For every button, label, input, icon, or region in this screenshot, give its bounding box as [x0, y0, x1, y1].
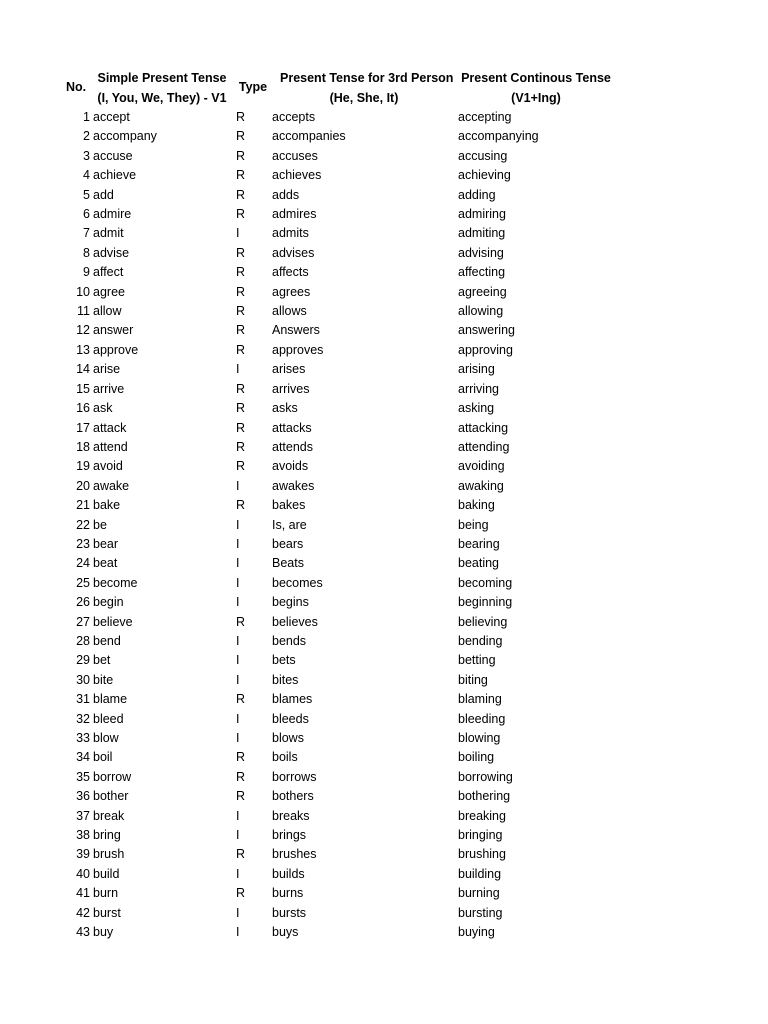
cell-continuous: brushing: [458, 847, 506, 862]
cell-third-person: bets: [272, 653, 296, 668]
cell-type: I: [236, 362, 240, 377]
cell-continuous: bringing: [458, 828, 503, 843]
cell-number: 1: [83, 110, 90, 124]
table-row: [0, 147, 768, 166]
cell-continuous: accompanying: [458, 129, 539, 144]
cell-continuous: bursting: [458, 905, 503, 920]
cell-number: 42: [76, 905, 90, 920]
cell-number: 18: [76, 439, 90, 454]
table-row: [0, 477, 768, 496]
cell-third-person: bursts: [272, 905, 307, 920]
table-row: [0, 516, 768, 535]
cell-number: 4: [83, 168, 90, 183]
cell-continuous: affecting: [458, 265, 506, 280]
cell-type: I: [236, 672, 240, 687]
cell-third-person: blames: [272, 692, 313, 707]
cell-simple-present: believe: [93, 614, 133, 629]
table-row: [0, 865, 768, 884]
cell-type: R: [236, 304, 246, 319]
cell-number: 25: [76, 575, 90, 590]
cell-continuous: adding: [458, 187, 496, 202]
cell-simple-present: be: [93, 517, 107, 532]
cell-type: R: [236, 168, 246, 183]
cell-continuous: bleeding: [458, 711, 506, 726]
cell-continuous: avoiding: [458, 459, 505, 474]
cell-number: 39: [76, 847, 90, 862]
cell-simple-present: agree: [93, 284, 125, 299]
cell-continuous: bending: [458, 633, 503, 648]
cell-type: R: [236, 129, 246, 144]
table-row: [0, 884, 768, 903]
table-row: [0, 380, 768, 399]
cell-third-person: attends: [272, 439, 314, 454]
table-row: [0, 554, 768, 573]
cell-third-person: avoids: [272, 459, 309, 474]
cell-third-person: admits: [272, 226, 309, 241]
table-row: [0, 108, 768, 127]
cell-third-person: brushes: [272, 847, 317, 862]
cell-type: I: [236, 575, 240, 590]
header-continuous-line2: (V1+Ing): [511, 91, 561, 105]
table-row: [0, 787, 768, 806]
cell-third-person: arises: [272, 362, 306, 377]
cell-simple-present: arise: [93, 362, 121, 377]
cell-third-person: burns: [272, 886, 304, 901]
cell-continuous: betting: [458, 653, 496, 668]
cell-simple-present: blow: [93, 731, 119, 745]
cell-continuous: breaking: [458, 808, 506, 823]
cell-number: 28: [76, 633, 90, 648]
cell-third-person: borrows: [272, 769, 317, 784]
cell-continuous: arising: [458, 362, 495, 377]
cell-type: I: [236, 731, 240, 745]
cell-third-person: arrives: [272, 381, 310, 396]
cell-type: I: [236, 828, 240, 843]
cell-number: 40: [76, 866, 90, 881]
cell-third-person: begins: [272, 595, 309, 610]
cell-simple-present: accept: [93, 110, 130, 124]
cell-continuous: advising: [458, 245, 504, 260]
cell-third-person: admires: [272, 207, 317, 222]
header-simple-present-line1: Simple Present Tense: [97, 71, 227, 85]
cell-third-person: Is, are: [272, 517, 307, 532]
cell-number: 8: [83, 245, 90, 260]
cell-continuous: accepting: [458, 110, 512, 124]
cell-continuous: baking: [458, 498, 495, 513]
cell-type: R: [236, 284, 246, 299]
table-body: [0, 108, 768, 942]
header-continuous: [460, 68, 612, 108]
cell-type: R: [236, 769, 246, 784]
cell-continuous: accusing: [458, 148, 508, 163]
cell-third-person: awakes: [272, 478, 315, 493]
header-continuous-line1: Present Continous Tense: [461, 71, 611, 85]
cell-type: R: [236, 614, 246, 629]
header-type: Type: [238, 80, 268, 94]
cell-third-person: attacks: [272, 420, 312, 435]
cell-third-person: buys: [272, 925, 299, 940]
cell-third-person: bites: [272, 672, 299, 687]
cell-simple-present: admit: [93, 226, 124, 241]
cell-continuous: blaming: [458, 692, 502, 707]
cell-type: R: [236, 847, 246, 862]
cell-third-person: advises: [272, 245, 315, 260]
cell-number: 37: [76, 808, 90, 823]
cell-number: 5: [83, 187, 90, 202]
table-row: [0, 729, 768, 748]
cell-simple-present: accuse: [93, 148, 133, 163]
cell-third-person: bends: [272, 633, 307, 648]
table-row: [0, 574, 768, 593]
cell-number: 14: [76, 362, 90, 377]
table-row: [0, 710, 768, 729]
cell-simple-present: accompany: [93, 129, 157, 144]
cell-simple-present: become: [93, 575, 138, 590]
table-row: [0, 186, 768, 205]
cell-continuous: attending: [458, 439, 510, 454]
table-row: [0, 690, 768, 709]
cell-third-person: allows: [272, 304, 307, 319]
table-row: [0, 748, 768, 767]
table-row: [0, 419, 768, 438]
cell-number: 43: [76, 925, 90, 940]
cell-continuous: approving: [458, 342, 513, 357]
header-third-person-line1: Present Tense for 3rd Person: [280, 71, 454, 85]
cell-simple-present: awake: [93, 478, 130, 493]
table-row: [0, 593, 768, 612]
cell-simple-present: bleed: [93, 711, 124, 726]
cell-type: R: [236, 886, 246, 901]
cell-number: 16: [76, 401, 90, 416]
table-row: [0, 341, 768, 360]
cell-number: 2: [83, 129, 90, 144]
cell-third-person: Answers: [272, 323, 320, 338]
table-row: [0, 166, 768, 185]
cell-simple-present: admire: [93, 207, 132, 222]
cell-type: R: [236, 692, 246, 707]
table-row: [0, 244, 768, 263]
cell-simple-present: add: [93, 187, 114, 202]
cell-number: 12: [76, 323, 90, 338]
cell-simple-present: bet: [93, 653, 111, 668]
table-row: [0, 263, 768, 282]
cell-type: I: [236, 517, 240, 532]
table-row: [0, 904, 768, 923]
cell-type: R: [236, 439, 246, 454]
cell-third-person: becomes: [272, 575, 323, 590]
cell-type: I: [236, 711, 240, 726]
cell-number: 3: [83, 148, 90, 163]
cell-type: I: [236, 866, 240, 881]
cell-simple-present: affect: [93, 265, 124, 280]
cell-simple-present: bake: [93, 498, 121, 513]
cell-type: I: [236, 925, 240, 940]
table-row: [0, 438, 768, 457]
cell-number: 22: [76, 517, 90, 532]
cell-third-person: bleeds: [272, 711, 309, 726]
cell-third-person: affects: [272, 265, 309, 280]
cell-third-person: blows: [272, 731, 304, 745]
cell-third-person: accepts: [272, 110, 316, 124]
cell-simple-present: bring: [93, 828, 121, 843]
cell-number: 26: [76, 595, 90, 610]
cell-type: I: [236, 536, 240, 551]
cell-number: 27: [76, 614, 90, 629]
cell-number: 30: [76, 672, 90, 687]
table-row: [0, 224, 768, 243]
cell-simple-present: answer: [93, 323, 134, 338]
cell-continuous: allowing: [458, 304, 504, 319]
cell-number: 24: [76, 556, 90, 571]
cell-number: 20: [76, 478, 90, 493]
table-row: [0, 535, 768, 554]
cell-number: 41: [76, 886, 90, 901]
cell-continuous: buying: [458, 925, 495, 940]
table-row: [0, 807, 768, 826]
cell-simple-present: arrive: [93, 381, 125, 396]
table-row: [0, 671, 768, 690]
header-third-person-line2: (He, She, It): [329, 91, 399, 105]
table-row: [0, 845, 768, 864]
cell-simple-present: begin: [93, 595, 124, 610]
cell-continuous: agreeing: [458, 284, 507, 299]
cell-continuous: boiling: [458, 750, 495, 765]
cell-third-person: builds: [272, 866, 305, 881]
cell-type: I: [236, 653, 240, 668]
cell-number: 6: [83, 207, 90, 222]
cell-number: 23: [76, 536, 90, 551]
table-row: [0, 923, 768, 942]
cell-type: R: [236, 245, 246, 260]
table-row: [0, 127, 768, 146]
cell-simple-present: bear: [93, 536, 119, 551]
cell-type: R: [236, 187, 246, 202]
cell-type: R: [236, 401, 246, 416]
cell-simple-present: allow: [93, 304, 122, 319]
cell-third-person: bears: [272, 536, 304, 551]
cell-type: I: [236, 595, 240, 610]
cell-type: R: [236, 342, 246, 357]
cell-type: I: [236, 808, 240, 823]
cell-type: R: [236, 148, 246, 163]
cell-simple-present: buy: [93, 925, 114, 940]
cell-continuous: biting: [458, 672, 488, 687]
cell-number: 13: [76, 342, 90, 357]
cell-continuous: achieving: [458, 168, 511, 183]
cell-simple-present: bend: [93, 633, 121, 648]
cell-continuous: admiring: [458, 207, 506, 222]
cell-simple-present: beat: [93, 556, 118, 571]
cell-third-person: boils: [272, 750, 298, 765]
table-row: [0, 457, 768, 476]
cell-continuous: bearing: [458, 536, 500, 551]
cell-continuous: asking: [458, 401, 495, 416]
cell-simple-present: attend: [93, 439, 128, 454]
cell-type: R: [236, 789, 246, 804]
cell-third-person: believes: [272, 614, 318, 629]
cell-type: I: [236, 633, 240, 648]
cell-continuous: arriving: [458, 381, 499, 396]
cell-type: R: [236, 323, 246, 338]
cell-type: R: [236, 207, 246, 222]
cell-type: R: [236, 110, 246, 124]
cell-continuous: building: [458, 866, 502, 881]
table-row: [0, 321, 768, 340]
cell-simple-present: achieve: [93, 168, 137, 183]
cell-simple-present: boil: [93, 750, 113, 765]
cell-number: 33: [76, 731, 90, 745]
cell-type: R: [236, 750, 246, 765]
table-row: [0, 302, 768, 321]
table-row: [0, 283, 768, 302]
header-third-person: [280, 68, 454, 108]
cell-number: 19: [76, 459, 90, 474]
cell-type: R: [236, 498, 246, 513]
cell-simple-present: attack: [93, 420, 127, 435]
table-row: [0, 826, 768, 845]
cell-number: 31: [76, 692, 90, 707]
cell-continuous: bothering: [458, 789, 511, 804]
table-row: [0, 205, 768, 224]
cell-simple-present: break: [93, 808, 125, 823]
cell-simple-present: bite: [93, 672, 114, 687]
cell-simple-present: blame: [93, 692, 128, 707]
cell-third-person: approves: [272, 342, 324, 357]
cell-number: 35: [76, 769, 90, 784]
header-simple-present-line2: (I, You, We, They) - V1: [97, 91, 227, 105]
cell-continuous: borrowing: [458, 769, 513, 784]
cell-third-person: adds: [272, 187, 300, 202]
cell-third-person: brings: [272, 828, 307, 843]
cell-third-person: bothers: [272, 789, 314, 804]
cell-type: I: [236, 905, 240, 920]
cell-number: 10: [76, 284, 90, 299]
cell-type: R: [236, 265, 246, 280]
cell-type: I: [236, 556, 240, 571]
cell-third-person: agrees: [272, 284, 311, 299]
cell-number: 36: [76, 789, 90, 804]
cell-number: 15: [76, 381, 90, 396]
cell-continuous: admiting: [458, 226, 506, 241]
cell-simple-present: ask: [93, 401, 113, 416]
table-row: [0, 496, 768, 515]
cell-simple-present: borrow: [93, 769, 132, 784]
table-row: [0, 613, 768, 632]
cell-type: I: [236, 226, 240, 241]
table-row: [0, 651, 768, 670]
cell-simple-present: brush: [93, 847, 125, 862]
cell-type: R: [236, 381, 246, 396]
cell-number: 29: [76, 653, 90, 668]
header-simple-present: [96, 68, 228, 108]
cell-third-person: accuses: [272, 148, 318, 163]
cell-type: R: [236, 420, 246, 435]
cell-simple-present: bother: [93, 789, 129, 804]
cell-type: R: [236, 459, 246, 474]
cell-type: I: [236, 478, 240, 493]
cell-simple-present: advise: [93, 245, 130, 260]
cell-third-person: breaks: [272, 808, 310, 823]
cell-simple-present: build: [93, 866, 120, 881]
cell-number: 38: [76, 828, 90, 843]
cell-third-person: bakes: [272, 498, 306, 513]
cell-third-person: achieves: [272, 168, 322, 183]
cell-number: 9: [83, 265, 90, 280]
cell-simple-present: avoid: [93, 459, 123, 474]
cell-continuous: beginning: [458, 595, 513, 610]
table-row: [0, 360, 768, 379]
cell-number: 17: [76, 420, 90, 435]
cell-third-person: accompanies: [272, 129, 346, 144]
cell-number: 21: [76, 498, 90, 513]
cell-simple-present: burn: [93, 886, 119, 901]
table-row: [0, 768, 768, 787]
header-no: No.: [66, 80, 87, 94]
cell-continuous: being: [458, 517, 489, 532]
cell-continuous: burning: [458, 886, 500, 901]
cell-number: 11: [77, 304, 90, 319]
table-row: [0, 632, 768, 651]
cell-third-person: Beats: [272, 556, 304, 571]
cell-continuous: answering: [458, 323, 515, 338]
cell-third-person: asks: [272, 401, 298, 416]
cell-number: 7: [83, 226, 90, 241]
cell-continuous: beating: [458, 556, 500, 571]
cell-continuous: awaking: [458, 478, 504, 493]
cell-continuous: becoming: [458, 575, 513, 590]
cell-simple-present: approve: [93, 342, 139, 357]
cell-continuous: attacking: [458, 420, 509, 435]
table-row: [0, 399, 768, 418]
cell-continuous: blowing: [458, 731, 501, 745]
cell-number: 32: [76, 711, 90, 726]
cell-simple-present: burst: [93, 905, 121, 920]
cell-continuous: believing: [458, 614, 508, 629]
cell-number: 34: [76, 750, 90, 765]
